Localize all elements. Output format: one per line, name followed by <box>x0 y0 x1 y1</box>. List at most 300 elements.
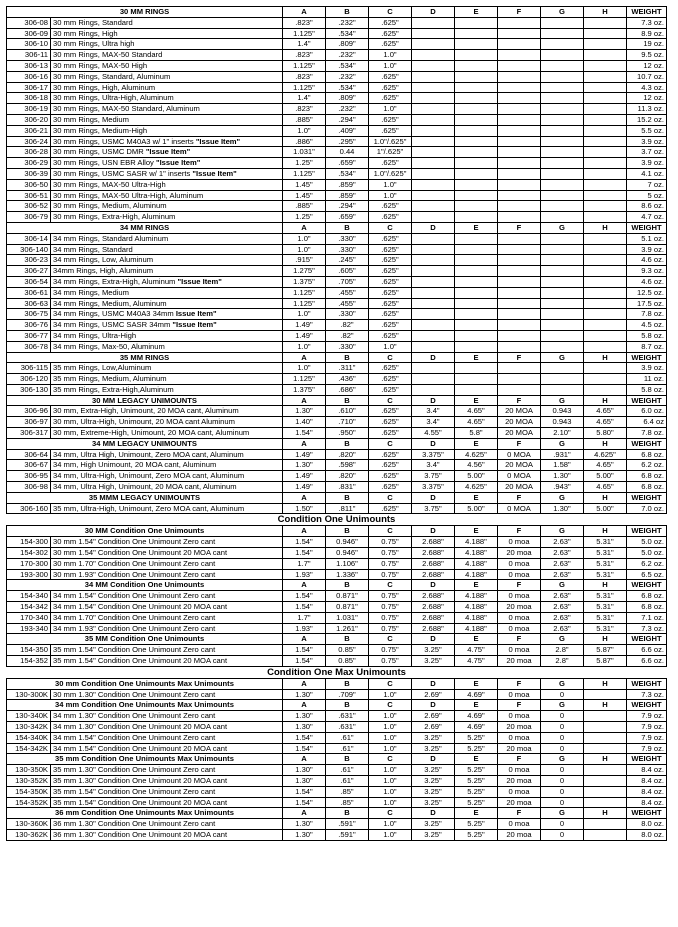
cell-weight: 7.3 oz. <box>627 17 667 28</box>
cell-dim-f <box>498 363 541 374</box>
cell-dim-a: 1.0" <box>283 341 326 352</box>
cell-dim-b: .950" <box>326 428 369 439</box>
cell-dim-a: 1.30" <box>283 765 326 776</box>
cell-dim-g: .943" <box>541 482 584 493</box>
cell-dim-a: 1.275" <box>283 266 326 277</box>
table-row <box>7 309 667 320</box>
column-header-c: C <box>369 352 412 363</box>
cell-weight: 4.5 oz. <box>627 320 667 331</box>
cell-dim-g: 2.63" <box>541 623 584 634</box>
column-header-a: A <box>283 754 326 765</box>
column-header-weight: WEIGHT <box>627 7 667 18</box>
cell-dim-a: 1.4" <box>283 39 326 50</box>
cell-dim-c: 1.0" <box>369 689 412 700</box>
table-row <box>7 775 667 786</box>
cell-dim-d <box>412 244 455 255</box>
cell-dim-a: 1.50" <box>283 503 326 514</box>
column-header-b: B <box>326 580 369 591</box>
table-row <box>7 537 667 548</box>
cell-dim-f <box>498 50 541 61</box>
cell-dim-d <box>412 28 455 39</box>
cell-dim-h <box>584 233 627 244</box>
section-banner <box>7 666 667 678</box>
cell-description: 30 mm, Extra-High, Unimount, 20 MOA cant, Aluminum <box>51 406 283 417</box>
cell-weight: 7.1 oz. <box>627 612 667 623</box>
cell-dim-d: 2.688" <box>412 612 455 623</box>
cell-dim-g <box>541 298 584 309</box>
cell-description: 30 mm Rings, MAX-50 Ultra-High, Aluminum <box>51 190 283 201</box>
cell-weight: 9.5 oz. <box>627 50 667 61</box>
cell-dim-e <box>455 82 498 93</box>
cell-part-number: 306-17 <box>7 82 51 93</box>
cell-dim-e: 4.188" <box>455 569 498 580</box>
cell-dim-c: .625" <box>369 298 412 309</box>
cell-description <box>51 136 283 147</box>
cell-dim-a: 1.54" <box>283 732 326 743</box>
cell-part-number: 154-342K <box>7 743 51 754</box>
cell-dim-f: 0 moa <box>498 786 541 797</box>
column-header-c: C <box>369 808 412 819</box>
cell-dim-a: 1.0" <box>283 233 326 244</box>
cell-part-number: 130-342K <box>7 722 51 733</box>
cell-dim-f <box>498 179 541 190</box>
cell-dim-f <box>498 330 541 341</box>
cell-dim-c: 0.75" <box>369 548 412 559</box>
cell-dim-c: 1.0" <box>369 829 412 840</box>
table-row <box>7 60 667 71</box>
cell-dim-f: 0 moa <box>498 591 541 602</box>
cell-dim-a: 1.25" <box>283 158 326 169</box>
cell-dim-b: .811" <box>326 503 369 514</box>
cell-dim-d: 3.25" <box>412 797 455 808</box>
cell-description: 30 mm Rings, High, Aluminum <box>51 82 283 93</box>
column-header-b: B <box>326 492 369 503</box>
column-header-weight: WEIGHT <box>627 395 667 406</box>
cell-dim-g: 2.10" <box>541 428 584 439</box>
cell-weight: 7.8 oz. <box>627 428 667 439</box>
cell-dim-h <box>584 775 627 786</box>
cell-part-number: 193-340 <box>7 623 51 634</box>
cell-dim-a: 1.54" <box>283 602 326 613</box>
cell-dim-g: 0 <box>541 797 584 808</box>
cell-description: 30 mm Rings, High <box>51 28 283 39</box>
cell-dim-g <box>541 17 584 28</box>
cell-dim-b: 1.106" <box>326 558 369 569</box>
table-row <box>7 558 667 569</box>
cell-dim-h <box>584 147 627 158</box>
table-row <box>7 612 667 623</box>
cell-dim-e: 4.69" <box>455 689 498 700</box>
cell-dim-c: .625" <box>369 428 412 439</box>
cell-weight: 7.9 oz. <box>627 732 667 743</box>
cell-dim-f: 20 moa <box>498 797 541 808</box>
cell-dim-c: 1.0" <box>369 60 412 71</box>
issue-item-label: "Issue Item" <box>192 168 237 178</box>
cell-weight: 17.5 oz. <box>627 298 667 309</box>
cell-dim-b: .61" <box>326 743 369 754</box>
cell-dim-a: .823" <box>283 50 326 61</box>
cell-dim-a: 1.4" <box>283 93 326 104</box>
column-header-weight: WEIGHT <box>627 438 667 449</box>
cell-dim-c: 0.75" <box>369 569 412 580</box>
cell-dim-h <box>584 309 627 320</box>
column-header-b: B <box>326 438 369 449</box>
cell-dim-h: 4.65" <box>584 482 627 493</box>
cell-dim-d: 3.25" <box>412 645 455 656</box>
column-header-g: G <box>541 526 584 537</box>
cell-dim-e: 4.65" <box>455 406 498 417</box>
column-header-d: D <box>412 438 455 449</box>
cell-dim-h <box>584 711 627 722</box>
cell-dim-e <box>455 114 498 125</box>
cell-part-number: 306-317 <box>7 428 51 439</box>
table-row <box>7 591 667 602</box>
table-row <box>7 449 667 460</box>
cell-description <box>51 168 283 179</box>
cell-weight: 5 oz. <box>627 190 667 201</box>
cell-dim-b: .598" <box>326 460 369 471</box>
cell-dim-g <box>541 190 584 201</box>
cell-dim-d <box>412 287 455 298</box>
cell-dim-c: .625" <box>369 471 412 482</box>
cell-dim-b: 1.336" <box>326 569 369 580</box>
cell-dim-g <box>541 60 584 71</box>
cell-description: 30 mm Rings, Medium-High <box>51 125 283 136</box>
cell-dim-c: .625" <box>369 71 412 82</box>
column-header-d: D <box>412 7 455 18</box>
cell-dim-f <box>498 244 541 255</box>
cell-weight: 15.2 oz. <box>627 114 667 125</box>
table-row <box>7 136 667 147</box>
section-header-row <box>7 438 667 449</box>
cell-dim-c: .625" <box>369 212 412 223</box>
cell-dim-d <box>412 320 455 331</box>
cell-weight: 6.8 oz. <box>627 471 667 482</box>
cell-dim-c: .625" <box>369 17 412 28</box>
cell-dim-h <box>584 201 627 212</box>
cell-part-number: 154-300 <box>7 537 51 548</box>
cell-dim-b: .591" <box>326 829 369 840</box>
cell-part-number: 306-61 <box>7 287 51 298</box>
cell-dim-b: .294" <box>326 201 369 212</box>
table-row <box>7 460 667 471</box>
cell-dim-d <box>412 93 455 104</box>
cell-dim-b: .82" <box>326 320 369 331</box>
cell-part-number: 306-50 <box>7 179 51 190</box>
column-header-h: H <box>584 700 627 711</box>
column-header-e: E <box>455 634 498 645</box>
cell-part-number: 306-28 <box>7 147 51 158</box>
cell-dim-a: 1.49" <box>283 482 326 493</box>
table-row <box>7 158 667 169</box>
section-title: 30 MM Condition One Unimounts <box>7 526 283 537</box>
section-header-row <box>7 700 667 711</box>
cell-dim-c: 1.0" <box>369 732 412 743</box>
column-header-a: A <box>283 526 326 537</box>
cell-dim-g: 2.63" <box>541 591 584 602</box>
cell-weight: 11 oz. <box>627 374 667 385</box>
cell-weight: 7.9 oz. <box>627 722 667 733</box>
cell-dim-a: 1.125" <box>283 287 326 298</box>
cell-part-number: 170-300 <box>7 558 51 569</box>
cell-dim-a: 1.54" <box>283 548 326 559</box>
cell-dim-c: .625" <box>369 82 412 93</box>
cell-dim-b: .330" <box>326 233 369 244</box>
table-row <box>7 125 667 136</box>
cell-dim-e <box>455 158 498 169</box>
spec-table-body <box>7 7 667 841</box>
cell-dim-b: .610" <box>326 406 369 417</box>
column-header-c: C <box>369 678 412 689</box>
cell-description: 30 mm Rings, MAX-50 High <box>51 60 283 71</box>
cell-dim-c: 1.0" <box>369 722 412 733</box>
cell-part-number: 306-78 <box>7 341 51 352</box>
cell-description: 35 mm 1.54" Condition One Unimount Zero cant <box>51 786 283 797</box>
cell-weight: 7.3 oz. <box>627 623 667 634</box>
cell-dim-d: 2.688" <box>412 569 455 580</box>
table-row <box>7 39 667 50</box>
section-header-row <box>7 352 667 363</box>
cell-description: 30 mm Rings, Medium, Aluminum <box>51 201 283 212</box>
cell-dim-g: 2.63" <box>541 558 584 569</box>
cell-dim-d <box>412 276 455 287</box>
column-header-f: F <box>498 526 541 537</box>
cell-weight: 8.4 oz. <box>627 786 667 797</box>
column-header-c: C <box>369 222 412 233</box>
cell-dim-b: 0.871" <box>326 602 369 613</box>
cell-weight: 6.6 oz. <box>627 645 667 656</box>
cell-dim-d <box>412 201 455 212</box>
cell-description: 34mm Rings, High, Aluminum <box>51 266 283 277</box>
column-header-b: B <box>326 678 369 689</box>
cell-dim-b: .330" <box>326 341 369 352</box>
cell-dim-b: .631" <box>326 722 369 733</box>
cell-dim-b: .809" <box>326 93 369 104</box>
column-header-h: H <box>584 492 627 503</box>
cell-dim-h <box>584 266 627 277</box>
cell-part-number: 306-13 <box>7 60 51 71</box>
cell-dim-b: .534" <box>326 60 369 71</box>
cell-dim-d: 3.4" <box>412 417 455 428</box>
table-row <box>7 602 667 613</box>
cell-weight: 6.6 oz. <box>627 656 667 667</box>
cell-description: 34 mm 1.30" Condition One Unimount 20 MOA cant <box>51 722 283 733</box>
table-row <box>7 179 667 190</box>
section-title: 34 MM Condition One Unimounts <box>7 580 283 591</box>
cell-dim-b: 1.031" <box>326 612 369 623</box>
cell-weight: 8.9 oz. <box>627 28 667 39</box>
table-row <box>7 786 667 797</box>
cell-dim-a: 1.375" <box>283 276 326 287</box>
column-header-c: C <box>369 634 412 645</box>
cell-dim-f <box>498 212 541 223</box>
cell-dim-d: 2.688" <box>412 591 455 602</box>
table-row <box>7 266 667 277</box>
cell-dim-e <box>455 28 498 39</box>
cell-part-number: 306-63 <box>7 298 51 309</box>
cell-dim-c: 1.0" <box>369 765 412 776</box>
cell-dim-b: .591" <box>326 819 369 830</box>
column-header-weight: WEIGHT <box>627 634 667 645</box>
cell-dim-c: 0.75" <box>369 656 412 667</box>
cell-dim-a: .885" <box>283 201 326 212</box>
cell-dim-f: 20 MOA <box>498 460 541 471</box>
cell-dim-a: 1.30" <box>283 819 326 830</box>
cell-dim-d <box>412 17 455 28</box>
cell-dim-f <box>498 320 541 331</box>
cell-dim-b: 0.946" <box>326 548 369 559</box>
cell-part-number: 306-140 <box>7 244 51 255</box>
cell-dim-h: 5.87" <box>584 645 627 656</box>
cell-description: 34 mm Rings, Medium, Aluminum <box>51 298 283 309</box>
section-title: 30 mm Condition One Unimounts Max Unimounts <box>7 678 283 689</box>
table-row <box>7 656 667 667</box>
column-header-a: A <box>283 580 326 591</box>
cell-dim-g <box>541 39 584 50</box>
table-row <box>7 147 667 158</box>
column-header-weight: WEIGHT <box>627 526 667 537</box>
column-header-f: F <box>498 754 541 765</box>
table-row <box>7 548 667 559</box>
column-header-weight: WEIGHT <box>627 808 667 819</box>
cell-dim-f <box>498 136 541 147</box>
cell-dim-b: .245" <box>326 255 369 266</box>
cell-dim-e <box>455 168 498 179</box>
cell-part-number: 306-14 <box>7 233 51 244</box>
column-header-f: F <box>498 580 541 591</box>
cell-dim-c: 1.0" <box>369 179 412 190</box>
cell-dim-e: 4.188" <box>455 591 498 602</box>
column-header-weight: WEIGHT <box>627 352 667 363</box>
cell-dim-d: 3.4" <box>412 460 455 471</box>
cell-weight: 3.7 oz. <box>627 147 667 158</box>
cell-dim-g: 0 <box>541 775 584 786</box>
cell-description: 34 mm, Ultra High, Unimount, 20 MOA cant, Aluminum <box>51 482 283 493</box>
cell-dim-d <box>412 114 455 125</box>
cell-part-number: 306-09 <box>7 28 51 39</box>
column-header-c: C <box>369 526 412 537</box>
cell-part-number: 306-76 <box>7 320 51 331</box>
cell-dim-h <box>584 168 627 179</box>
cell-weight: 4.7 oz. <box>627 212 667 223</box>
cell-dim-b: .61" <box>326 775 369 786</box>
cell-description <box>51 320 283 331</box>
cell-dim-d: 3.25" <box>412 765 455 776</box>
cell-dim-f: 0 moa <box>498 537 541 548</box>
cell-dim-b: .831" <box>326 482 369 493</box>
column-header-h: H <box>584 580 627 591</box>
cell-description: 34 mm 1.54" Condition One Unimount Zero cant <box>51 732 283 743</box>
cell-dim-g <box>541 125 584 136</box>
cell-description: 34 mm, Ultra-High, Unimount, Zero MOA cant, Aluminum <box>51 471 283 482</box>
cell-part-number: 154-342 <box>7 602 51 613</box>
cell-dim-d: 3.375" <box>412 449 455 460</box>
table-row <box>7 93 667 104</box>
cell-dim-h <box>584 689 627 700</box>
cell-dim-a: .823" <box>283 104 326 115</box>
cell-weight: 3.9 oz. <box>627 363 667 374</box>
cell-dim-f <box>498 114 541 125</box>
cell-dim-a: .886" <box>283 136 326 147</box>
cell-dim-f <box>498 255 541 266</box>
section-title: 34 MM RINGS <box>7 222 283 233</box>
cell-dim-f: 20 moa <box>498 722 541 733</box>
cell-dim-c: 1.0" <box>369 786 412 797</box>
cell-description: 34 mm Rings, Low, Aluminum <box>51 255 283 266</box>
cell-part-number: 154-350K <box>7 786 51 797</box>
cell-dim-f: 20 moa <box>498 829 541 840</box>
cell-weight: 6.8 oz. <box>627 482 667 493</box>
cell-dim-a: 1.45" <box>283 179 326 190</box>
cell-dim-a: 1.30" <box>283 406 326 417</box>
cell-part-number: 130-350K <box>7 765 51 776</box>
cell-dim-e <box>455 287 498 298</box>
cell-dim-a: 1.0" <box>283 125 326 136</box>
cell-weight: 6.8 oz. <box>627 602 667 613</box>
cell-dim-a: 1.54" <box>283 743 326 754</box>
cell-dim-f: 20 moa <box>498 656 541 667</box>
cell-dim-f: 20 MOA <box>498 428 541 439</box>
cell-dim-h <box>584 17 627 28</box>
cell-dim-e <box>455 39 498 50</box>
cell-weight: 8.7 oz. <box>627 341 667 352</box>
cell-dim-b: .659" <box>326 158 369 169</box>
cell-description: 35 mm 1.30" Condition One Unimount Zero cant <box>51 765 283 776</box>
description-text: 30 mm Rings, USMC SASR w/ 1" inserts <box>53 168 193 178</box>
column-header-g: G <box>541 395 584 406</box>
cell-dim-a: 1.54" <box>283 537 326 548</box>
cell-dim-a: .885" <box>283 114 326 125</box>
cell-dim-e: 4.188" <box>455 537 498 548</box>
cell-dim-e: 5.25" <box>455 786 498 797</box>
cell-dim-h: 4.65" <box>584 460 627 471</box>
cell-dim-b: .436" <box>326 374 369 385</box>
cell-weight: 10.7 oz. <box>627 71 667 82</box>
cell-dim-h <box>584 104 627 115</box>
column-header-e: E <box>455 526 498 537</box>
column-header-e: E <box>455 678 498 689</box>
cell-dim-g <box>541 93 584 104</box>
cell-description: 34 mm, Ultra High, Unimount, Zero MOA cant, Aluminum <box>51 449 283 460</box>
cell-dim-d: 2.69" <box>412 689 455 700</box>
cell-dim-f <box>498 168 541 179</box>
cell-dim-e <box>455 125 498 136</box>
cell-dim-h: 4.65" <box>584 406 627 417</box>
table-row <box>7 341 667 352</box>
cell-dim-f <box>498 28 541 39</box>
cell-dim-e: 4.625" <box>455 449 498 460</box>
cell-dim-a: .915" <box>283 255 326 266</box>
cell-dim-d: 2.69" <box>412 711 455 722</box>
issue-item-label: "Issue Item" <box>172 320 217 330</box>
cell-part-number: 154-352K <box>7 797 51 808</box>
cell-part-number: 306-11 <box>7 50 51 61</box>
cell-dim-h <box>584 93 627 104</box>
cell-description: 35 mm Rings, Medium, Aluminum <box>51 374 283 385</box>
cell-dim-c: 1.0"/.625" <box>369 168 412 179</box>
cell-dim-a: 1.30" <box>283 711 326 722</box>
cell-part-number: 306-24 <box>7 136 51 147</box>
cell-description: 36 mm 1.30" Condition One Unimount Zero cant <box>51 819 283 830</box>
cell-part-number: 306-67 <box>7 460 51 471</box>
cell-dim-e <box>455 190 498 201</box>
cell-dim-a: 1.54" <box>283 428 326 439</box>
cell-dim-f: 20 MOA <box>498 406 541 417</box>
cell-dim-c: 1.0" <box>369 775 412 786</box>
cell-dim-a: 1.125" <box>283 82 326 93</box>
table-row <box>7 276 667 287</box>
table-row <box>7 732 667 743</box>
